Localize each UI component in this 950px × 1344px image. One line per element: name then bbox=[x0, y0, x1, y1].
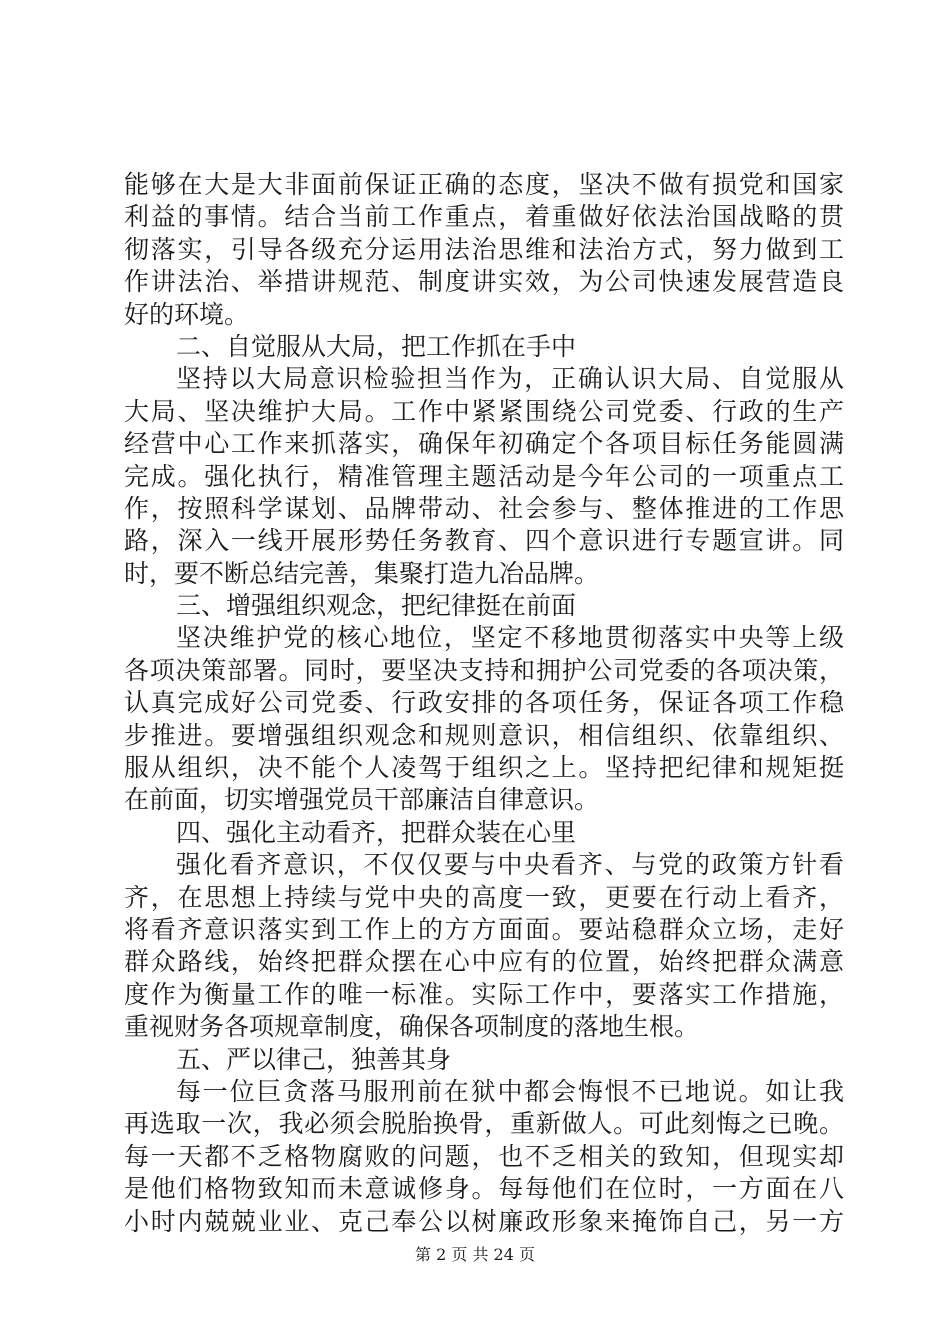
text-line: 能够在大是大非面前保证正确的态度，坚决不做有损党和国家 bbox=[124, 170, 844, 199]
text-line: 重视财务各项规章制度，确保各项制度的落地生根。 bbox=[124, 1012, 700, 1042]
text-line: 是他们格物致知而未意诚修身。每每他们在位时，一方面在八 bbox=[124, 1174, 844, 1204]
text-line: 群众路线，始终把群众摆在心中应有的位置，始终把群众满意 bbox=[124, 947, 844, 977]
section-heading: 二、自觉服从大局，把工作抓在手中 bbox=[176, 331, 577, 361]
text-line: 各项决策部署。同时，要坚决支持和拥护公司党委的各项决策， bbox=[124, 655, 844, 685]
text-line: 认真完成好公司党委、行政安排的各项任务，保证各项工作稳 bbox=[124, 688, 844, 718]
text-line: 大局、坚决维护大局。工作中紧紧围绕公司党委、行政的生产 bbox=[124, 396, 844, 426]
page-footer: 第 2 页 共 24 页 bbox=[415, 1245, 535, 1264]
text-line: 彻落实，引导各级充分运用法治思维和法治方式，努力做到工 bbox=[124, 234, 844, 264]
text-line: 小时内兢兢业业、克己奉公以树廉政形象来掩饰自己，另一方 bbox=[124, 1206, 844, 1236]
text-line: 服从组织，决不能个人凌驾于组织之上。坚持把纪律和规矩挺 bbox=[124, 753, 844, 783]
text-line: 齐，在思想上持续与党中央的高度一致，更要在行动上看齐， bbox=[124, 882, 844, 912]
section-heading: 五、严以律己，独善其身 bbox=[176, 1044, 452, 1074]
text-line: 每一位巨贪落马服刑前在狱中都会悔恨不已地说。如让我 bbox=[176, 1076, 844, 1106]
text-line: 坚决维护党的核心地位，坚定不移地贯彻落实中央等上级 bbox=[176, 623, 844, 653]
section-heading: 四、强化主动看齐，把群众装在心里 bbox=[176, 817, 577, 847]
text-line: 经营中心工作来抓落实，确保年初确定个各项目标任务能圆满 bbox=[124, 429, 844, 459]
text-line: 再选取一次，我必须会脱胎换骨，重新做人。可此刻悔之已晚。 bbox=[124, 1109, 844, 1139]
text-line: 完成。强化执行，精准管理主题活动是今年公司的一项重点工 bbox=[124, 461, 844, 491]
section-heading: 三、增强组织观念，把纪律挺在前面 bbox=[176, 591, 577, 621]
text-line: 将看齐意识落实到工作上的方方面面。要站稳群众立场，走好 bbox=[124, 914, 844, 944]
text-line: 在前面，切实增强党员干部廉洁自律意识。 bbox=[124, 785, 600, 815]
text-line: 路，深入一线开展形势任务教育、四个意识进行专题宣讲。同 bbox=[124, 526, 844, 556]
text-line: 好的环境。 bbox=[124, 299, 250, 329]
text-line: 强化看齐意识，不仅仅要与中央看齐、与党的政策方针看 bbox=[176, 850, 844, 880]
text-line: 步推进。要增强组织观念和规则意识，相信组织、依靠组织、 bbox=[124, 720, 844, 750]
text-line: 作，按照科学谋划、品牌带动、社会参与、整体推进的工作思 bbox=[124, 493, 844, 523]
text-line: 每一天都不乏格物腐败的问题，也不乏相关的致知，但现实却 bbox=[124, 1141, 844, 1171]
text-line: 时，要不断总结完善，集聚打造九冶品牌。 bbox=[124, 558, 600, 588]
text-line: 作讲法治、举措讲规范、制度讲实效，为公司快速发展营造良 bbox=[124, 267, 844, 297]
text-line: 利益的事情。结合当前工作重点，着重做好依法治国战略的贯 bbox=[124, 202, 844, 232]
text-line: 坚持以大局意识检验担当作为，正确认识大局、自觉服从 bbox=[176, 364, 844, 394]
text-line: 度作为衡量工作的唯一标准。实际工作中，要落实工作措施， bbox=[124, 979, 844, 1009]
document-body bbox=[124, 169, 844, 1238]
